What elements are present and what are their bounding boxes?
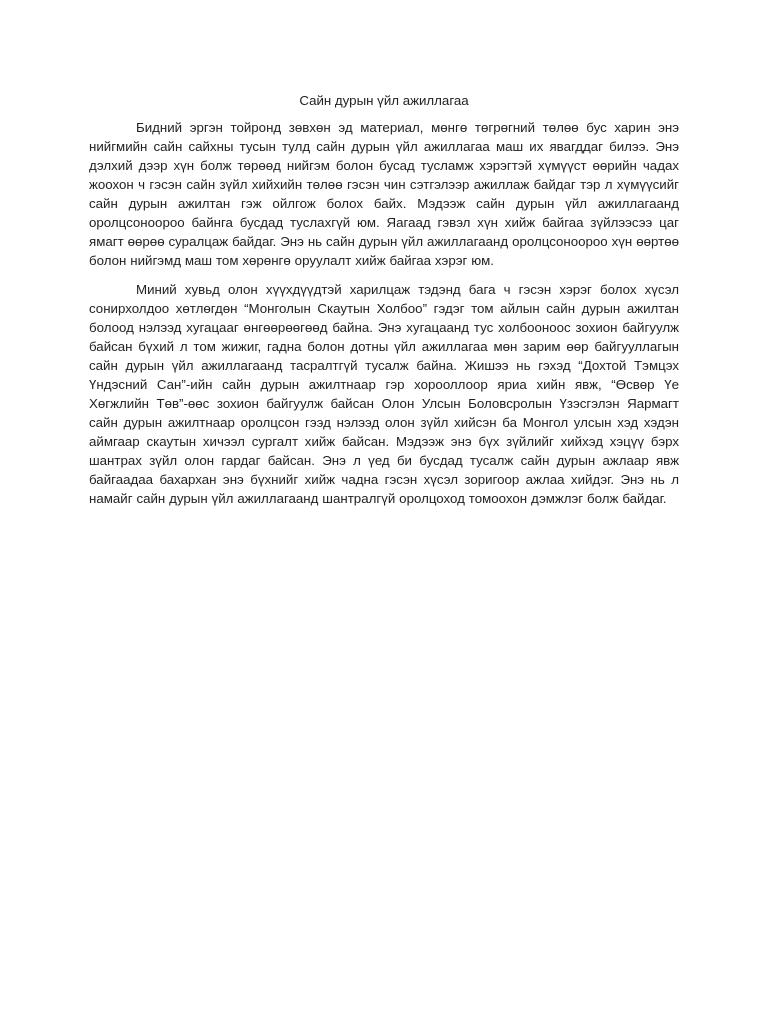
- paragraph-1: Бидний эргэн тойронд зөвхөн эд материал, мөнгө төгрөгний төлөө бус харин энэ нийгмийн сайн сайхны тусын тулд сайн дурын үйл ажиллагаа маш их явагддаг билээ. Энэ дэлхий дээр хүн болж төрөөд нийгэм болон бусад тусламж хэрэгтэй хүмүүст өөрийн чадах жоохон ч гэсэн сайн зүйл хийхийн төлөө гэсэн чин сэтгэлээр ажиллаж байдаг тэр л хүмүүсийг сайн дурын ажилтан гэж ойлгож болох байх. Мэдээж сайн дурын үйл ажиллагаанд оролцсоноороо байнга бусдад туслахгүй юм. Яагаад гэвэл хүн хийж байгаа зүйлээсээ цаг ямагт өөрөө суралцаж байдаг. Энэ нь сайн дурын үйл ажиллагаанд оролцсоноороо хүн өөртөө болон нийгэмд маш том хөрөнгө оруулалт хийж байгаа хэрэг юм.: [89, 120, 679, 268]
- document-title: Сайн дурын үйл ажиллагаа: [299, 93, 469, 108]
- paragraph-2: Миний хувьд олон хүүхдүүдтэй харилцаж тэдэнд бага ч гэсэн хэрэг болох хүсэл сонирхолдоо хөтлөгдөн “Монголын Скаутын Холбоо” гэдэг том айлын сайн дурын ажилтан болоод нэлээд хугацааг өнгөөрөөгөөд байна. Энэ хугацаанд тус холбооноос зохион байгуулж байсан бүхий л том жижиг, гадна болон дотны үйл ажиллагаа мөн зарим өөр байгууллагын сайн дурын үйл ажиллагаанд тасралтгүй тусалж байна. Жишээ нь гэхэд “Дохтой Тэмцэх Үндэсний Сан”-ийн сайн дурын ажилтнаар гэр хорооллоор яриа хийн явж, “Өсвөр Үе Хөгжлийн Төв”-өөс зохион байгуулж байсан Олон Улсын Боловсролын Үзэсгэлэн Яармагт сайн дурын ажилтнаар оролцсон гээд нэлээд олон зүйл хийсэн ба Монгол улсын хэд хэдэн аймгаар скаутын хичээл сургалт хийж байсан. Мэдээж энэ бүх зүйлийг хийхэд хэцүү бэрх шантрах зүйл олон гардаг байсан. Энэ л үед би бусдад тусалж сайн дурын ажлаар явж байгаадаа бахархан энэ бүхнийг хийж чадна гэсэн хүсэл зоригоор ажлаа хийдэг. Энэ нь л намайг сайн дурын үйл ажиллагаанд шантралгүй оролцоход томоохон дэмжлэг болж байдаг.: [89, 282, 679, 506]
- document-body: [89, 92, 679, 518]
